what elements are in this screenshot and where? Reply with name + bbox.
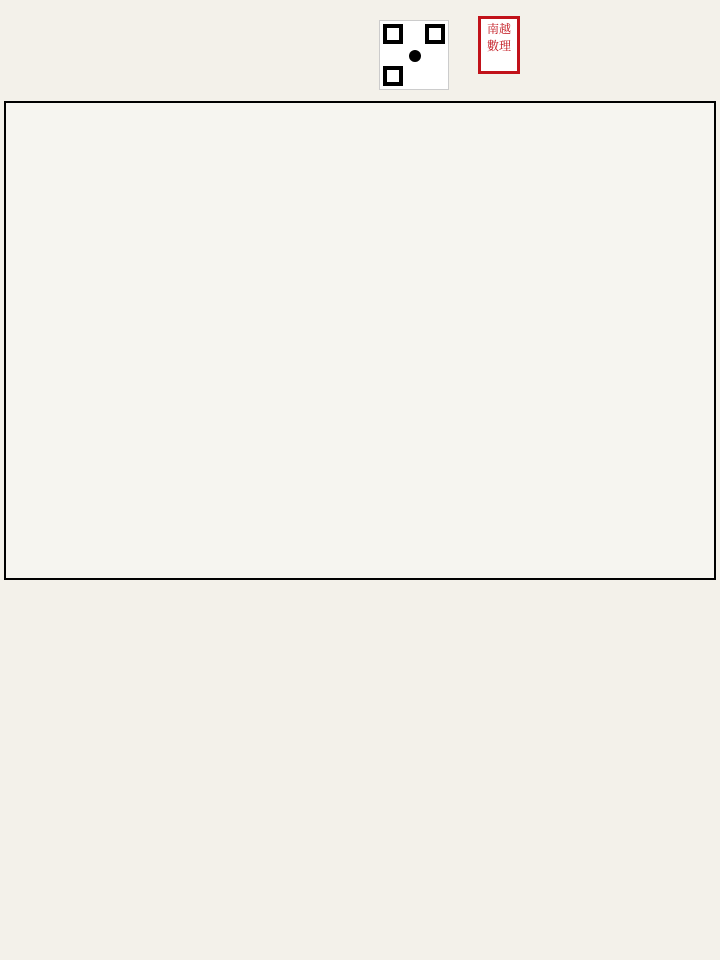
contact-invite	[12, 40, 372, 56]
address	[12, 56, 372, 72]
phone-email	[12, 72, 372, 88]
gender	[12, 24, 372, 40]
bazi-chart-panel	[4, 101, 716, 580]
red-seal-stamp: 南越 數理	[478, 16, 520, 74]
owner-name	[12, 8, 372, 24]
qr-code[interactable]	[379, 20, 449, 90]
chart-header	[12, 8, 372, 88]
